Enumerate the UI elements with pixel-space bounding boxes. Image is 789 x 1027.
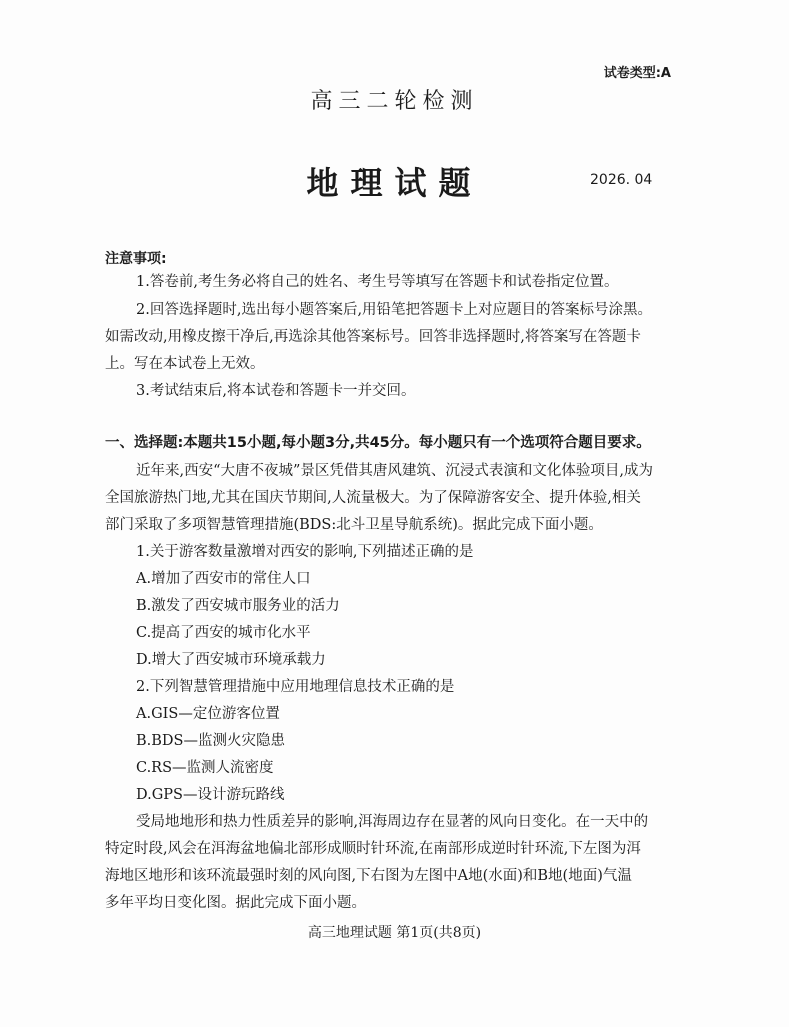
- section-heading: 一、选择题:本题共15小题,每小题3分,共45分。每小题只有一个选项符合题目要求。: [105, 435, 651, 451]
- passage-1-line-2: 全国旅游热门地,尤其在国庆节期间,人流量极大。为了保障游客安全、提升体验,相关: [105, 490, 641, 506]
- question-1-stem: 1.关于游客数量激增对西安的影响,下列描述正确的是: [136, 544, 474, 560]
- notice-heading: 注意事项:: [105, 251, 167, 267]
- page-footer: 高三地理试题 第1页(共8页): [307, 925, 482, 941]
- notice-item-2-line-3: 上。写在本试卷上无效。: [105, 356, 265, 372]
- passage-1-line-1: 近年来,西安“大唐不夜城”景区凭借其唐风建筑、沉浸式表演和文化体验项目,成为: [136, 463, 654, 479]
- question-2-option-c: C.RS—监测人流密度: [136, 760, 274, 776]
- question-2-option-d: D.GPS—设计游玩路线: [136, 787, 285, 803]
- notice-item-1: 1.答卷前,考生务必将自己的姓名、考生号等填写在答题卡和试卷指定位置。: [136, 274, 619, 290]
- question-2-stem: 2.下列智慧管理措施中应用地理信息技术正确的是: [136, 679, 455, 695]
- passage-2-line-4: 多年平均日变化图。据此完成下面小题。: [105, 895, 366, 911]
- exam-date: 2026. 04: [590, 172, 653, 188]
- passage-2-line-1: 受局地地形和热力性质差异的影响,洱海周边存在显著的风向日变化。在一天中的: [136, 814, 649, 830]
- question-1-option-a: A.增加了西安市的常住人口: [136, 571, 311, 587]
- question-2-option-b: B.BDS—监测火灾隐患: [136, 733, 285, 749]
- notice-item-2-line-2: 如需改动,用橡皮擦干净后,再选涂其他答案标号。回答非选择题时,将答案写在答题卡: [105, 329, 641, 345]
- passage-1-line-3: 部门采取了多项智慧管理措施(BDS:北斗卫星导航系统)。据此完成下面小题。: [105, 517, 603, 533]
- exam-type-label: 试卷类型:A: [603, 66, 671, 81]
- subject-title: 地理试题: [306, 164, 483, 202]
- series-title: 高三二轮检测: [310, 89, 479, 114]
- question-1-option-c: C.提高了西安的城市化水平: [136, 625, 311, 641]
- notice-item-2-line-1: 2.回答选择题时,选出每小题答案后,用铅笔把答题卡上对应题目的答案标号涂黑。: [136, 302, 653, 318]
- question-2-option-a: A.GIS—定位游客位置: [136, 706, 280, 722]
- passage-2-line-3: 海地区地形和该环流最强时刻的风向图,下右图为左图中A地(水面)和B地(地面)气温: [105, 868, 632, 884]
- question-1-option-b: B.激发了西安城市服务业的活力: [136, 598, 340, 614]
- passage-2-line-2: 特定时段,风会在洱海盆地偏北部形成顺时针环流,在南部形成逆时针环流,下左图为洱: [105, 841, 641, 857]
- question-1-option-d: D.增大了西安城市环境承载力: [136, 652, 326, 668]
- notice-item-3: 3.考试结束后,将本试卷和答题卡一并交回。: [136, 383, 416, 399]
